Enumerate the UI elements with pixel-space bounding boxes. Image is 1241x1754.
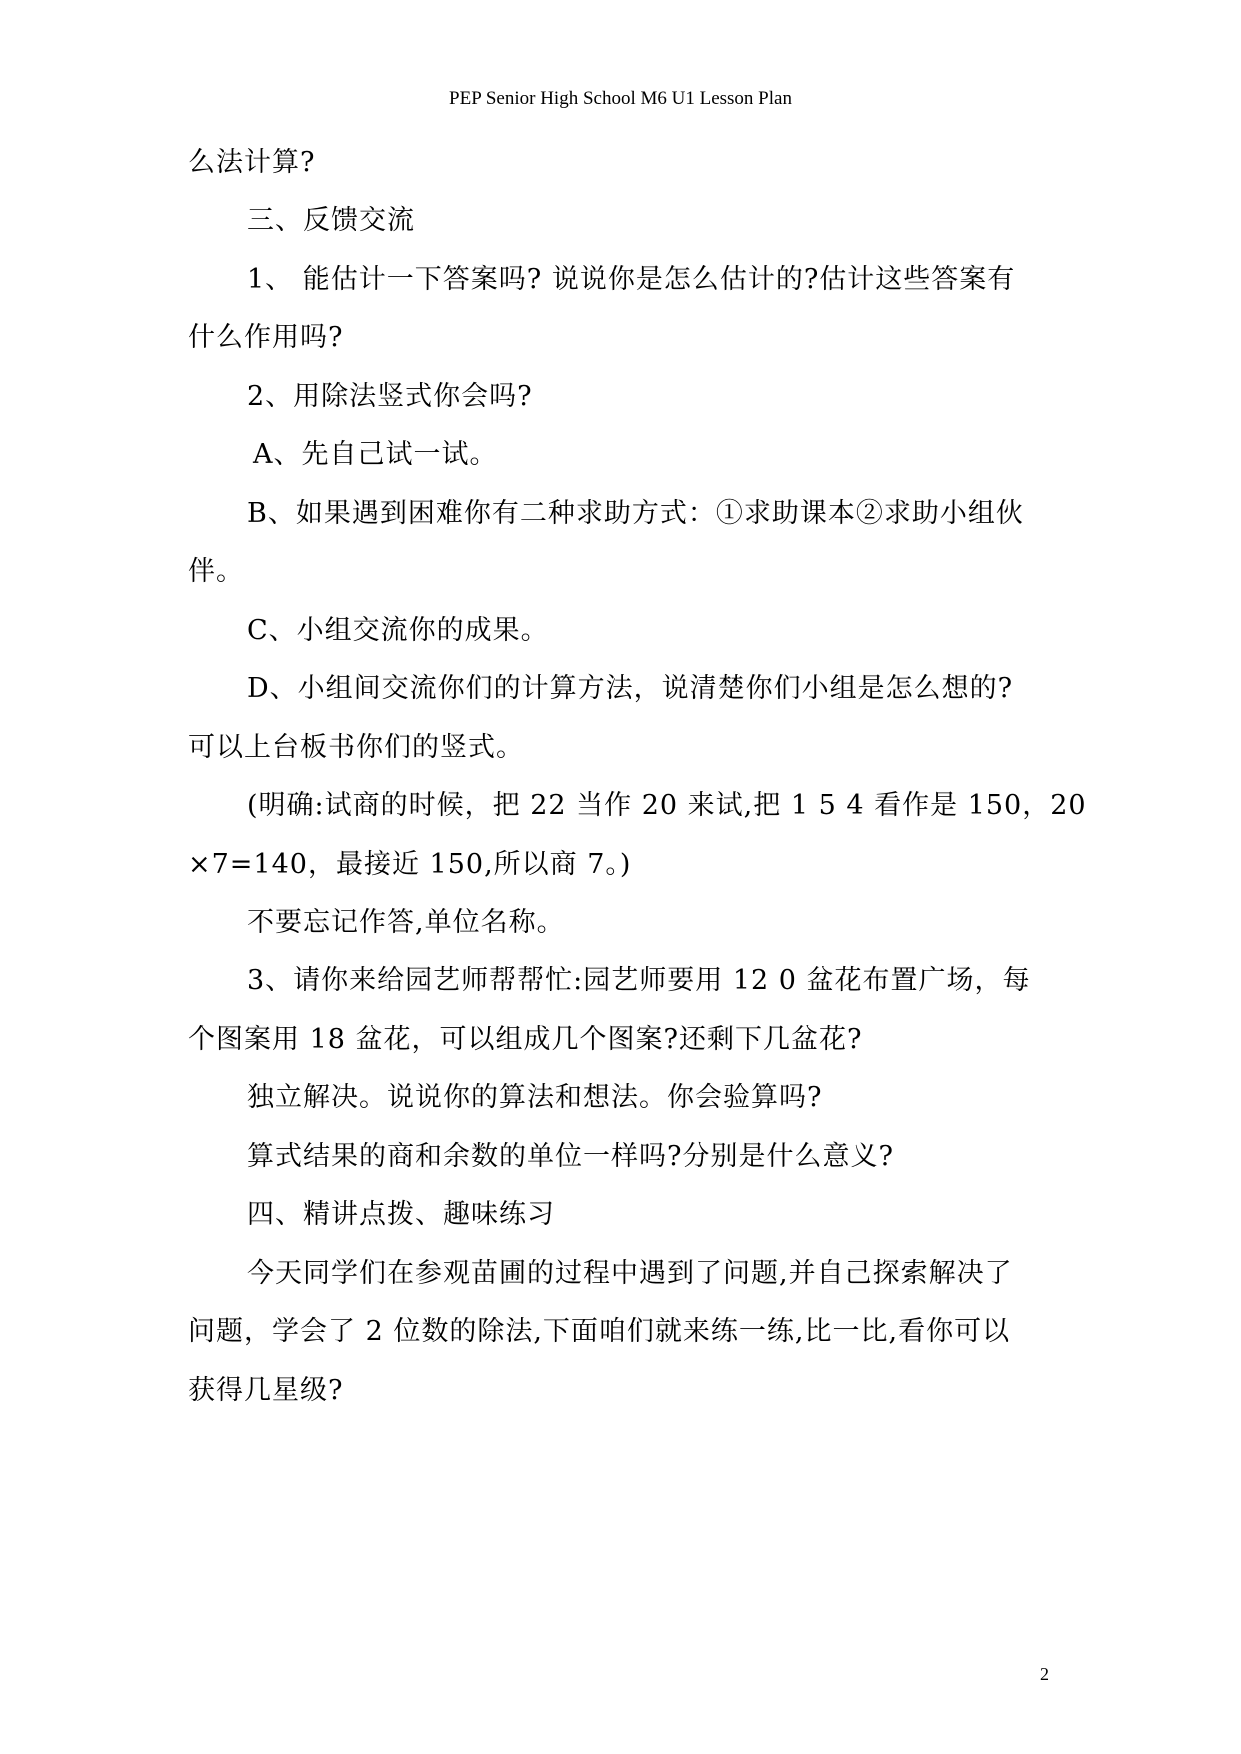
text-line: 问题，学会了 2 位数的除法,下面咱们就来练一练,比一比,看你可以 — [188, 1316, 1011, 1347]
text-line: 不要忘记作答,单位名称。 — [247, 907, 565, 938]
text-line: B、如果遇到困难你有二种求助方式：①求助课本②求助小组伙 — [247, 498, 1024, 529]
text-line: 什么作用吗? — [188, 322, 344, 353]
section-heading: 四、精讲点拨、趣味练习 — [247, 1199, 555, 1230]
section-heading: 三、反馈交流 — [247, 205, 415, 236]
text-line: D、小组间交流你们的计算方法，说清楚你们小组是怎么想的? — [247, 673, 1014, 704]
text-line: 2、用除法竖式你会吗? — [247, 381, 533, 412]
text-line: 获得几星级? — [188, 1375, 344, 1406]
page-number: 2 — [1040, 1664, 1049, 1684]
text-line: 1、 能估计一下答案吗? 说说你是怎么估计的?估计这些答案有 — [247, 264, 1016, 295]
text-line: C、小组交流你的成果。 — [247, 615, 549, 646]
text-line: 个图案用 18 盆花，可以组成几个图案?还剩下几盆花? — [188, 1024, 863, 1055]
text-line: ×7=140，最接近 150,所以商 7。) — [188, 849, 632, 880]
text-line: 3、请你来给园艺师帮帮忙:园艺师要用 12 0 盆花布置广场，每 — [247, 965, 1031, 996]
text-line: 算式结果的商和余数的单位一样吗?分别是什么意义? — [247, 1141, 894, 1172]
text-line: 伴。 — [188, 556, 244, 587]
text-line: 可以上台板书你们的竖式。 — [188, 732, 524, 763]
text-line: 独立解决。说说你的算法和想法。你会验算吗? — [247, 1082, 823, 1113]
text-line: 么法计算? — [188, 147, 316, 178]
page-header: PEP Senior High School M6 U1 Lesson Plan — [449, 88, 792, 109]
text-line: (明确:试商的时候，把 22 当作 20 来试,把 1 5 4 看作是 150，20 — [247, 790, 1087, 821]
text-line: 今天同学们在参观苗圃的过程中遇到了问题,并自己探索解决了 — [247, 1258, 1013, 1289]
text-line: A、先自己试一试。 — [253, 439, 498, 470]
